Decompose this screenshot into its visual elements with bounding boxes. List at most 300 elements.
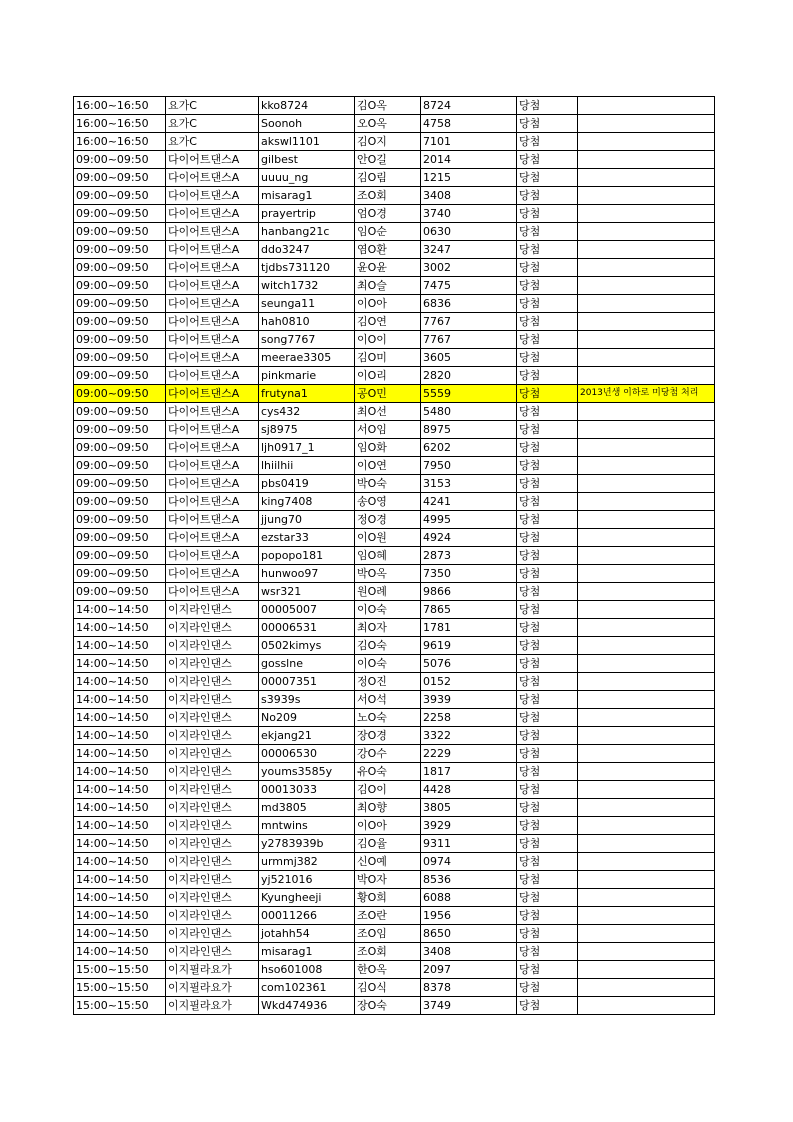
user-id-cell: 00011266	[259, 907, 355, 925]
table-row	[74, 619, 715, 637]
result-cell: 당첨	[517, 763, 578, 781]
member-name-cell: 김O식	[355, 979, 421, 997]
phone-last4-cell: 4758	[421, 115, 517, 133]
class-name-cell: 이지라인댄스	[166, 727, 259, 745]
class-name-cell: 다이어트댄스A	[166, 475, 259, 493]
table-row-highlighted	[74, 385, 715, 403]
user-id-cell: s3939s	[259, 691, 355, 709]
result-cell: 당첨	[517, 673, 578, 691]
class-name-cell: 다이어트댄스A	[166, 529, 259, 547]
winners-table-body	[74, 97, 715, 1015]
note-cell	[578, 223, 715, 241]
phone-last4-cell: 8724	[421, 97, 517, 115]
user-id-cell: gilbest	[259, 151, 355, 169]
time-slot-cell: 14:00~14:50	[74, 781, 166, 799]
user-id-cell: kko8724	[259, 97, 355, 115]
result-cell: 당첨	[517, 691, 578, 709]
table-row	[74, 817, 715, 835]
result-cell: 당첨	[517, 511, 578, 529]
result-cell: 당첨	[517, 295, 578, 313]
phone-last4-cell: 3153	[421, 475, 517, 493]
class-name-cell: 다이어트댄스A	[166, 205, 259, 223]
class-name-cell: 요가C	[166, 115, 259, 133]
phone-last4-cell: 8536	[421, 871, 517, 889]
member-name-cell: 안O길	[355, 151, 421, 169]
phone-last4-cell: 3605	[421, 349, 517, 367]
user-id-cell: hunwoo97	[259, 565, 355, 583]
user-id-cell: 00006530	[259, 745, 355, 763]
class-name-cell: 이지라인댄스	[166, 817, 259, 835]
class-name-cell: 다이어트댄스A	[166, 259, 259, 277]
user-id-cell: sj8975	[259, 421, 355, 439]
user-id-cell: 00006531	[259, 619, 355, 637]
time-slot-cell: 16:00~16:50	[74, 115, 166, 133]
phone-last4-cell: 0630	[421, 223, 517, 241]
user-id-cell: frutyna1	[259, 385, 355, 403]
note-cell	[578, 97, 715, 115]
note-cell	[578, 457, 715, 475]
class-name-cell: 다이어트댄스A	[166, 583, 259, 601]
phone-last4-cell: 4241	[421, 493, 517, 511]
table-row	[74, 835, 715, 853]
class-name-cell: 이지라인댄스	[166, 763, 259, 781]
table-row	[74, 169, 715, 187]
table-row	[74, 331, 715, 349]
member-name-cell: 김O이	[355, 781, 421, 799]
note-cell	[578, 511, 715, 529]
user-id-cell: youms3585y	[259, 763, 355, 781]
user-id-cell: 00013033	[259, 781, 355, 799]
class-name-cell: 이지라인댄스	[166, 655, 259, 673]
class-name-cell: 다이어트댄스A	[166, 439, 259, 457]
winners-table	[73, 96, 715, 1015]
table-row	[74, 763, 715, 781]
table-row	[74, 727, 715, 745]
table-row	[74, 889, 715, 907]
phone-last4-cell: 0974	[421, 853, 517, 871]
table-row	[74, 349, 715, 367]
result-cell: 당첨	[517, 781, 578, 799]
member-name-cell: 원O례	[355, 583, 421, 601]
member-name-cell: 공O민	[355, 385, 421, 403]
user-id-cell: lhiilhii	[259, 457, 355, 475]
phone-last4-cell: 3929	[421, 817, 517, 835]
user-id-cell: jotahh54	[259, 925, 355, 943]
class-name-cell: 다이어트댄스A	[166, 151, 259, 169]
member-name-cell: 최O선	[355, 403, 421, 421]
table-row	[74, 907, 715, 925]
result-cell: 당첨	[517, 907, 578, 925]
result-cell: 당첨	[517, 997, 578, 1015]
member-name-cell: 최O향	[355, 799, 421, 817]
member-name-cell: 임O화	[355, 439, 421, 457]
table-row	[74, 457, 715, 475]
user-id-cell: meerae3305	[259, 349, 355, 367]
user-id-cell: 00007351	[259, 673, 355, 691]
time-slot-cell: 09:00~09:50	[74, 169, 166, 187]
result-cell: 당첨	[517, 943, 578, 961]
note-cell	[578, 259, 715, 277]
class-name-cell: 다이어트댄스A	[166, 295, 259, 313]
phone-last4-cell: 5076	[421, 655, 517, 673]
result-cell: 당첨	[517, 871, 578, 889]
note-cell	[578, 151, 715, 169]
phone-last4-cell: 6088	[421, 889, 517, 907]
class-name-cell: 이지라인댄스	[166, 691, 259, 709]
time-slot-cell: 09:00~09:50	[74, 277, 166, 295]
class-name-cell: 다이어트댄스A	[166, 385, 259, 403]
note-cell	[578, 979, 715, 997]
phone-last4-cell: 5480	[421, 403, 517, 421]
result-cell: 당첨	[517, 547, 578, 565]
table-row	[74, 187, 715, 205]
time-slot-cell: 14:00~14:50	[74, 799, 166, 817]
phone-last4-cell: 0152	[421, 673, 517, 691]
note-cell	[578, 943, 715, 961]
note-cell	[578, 799, 715, 817]
class-name-cell: 이지라인댄스	[166, 853, 259, 871]
table-row	[74, 475, 715, 493]
result-cell: 당첨	[517, 133, 578, 151]
user-id-cell: cys432	[259, 403, 355, 421]
phone-last4-cell: 2014	[421, 151, 517, 169]
table-row	[74, 421, 715, 439]
user-id-cell: Kyungheeji	[259, 889, 355, 907]
note-cell	[578, 367, 715, 385]
member-name-cell: 조O란	[355, 907, 421, 925]
table-row	[74, 961, 715, 979]
user-id-cell: akswl1101	[259, 133, 355, 151]
result-cell: 당첨	[517, 331, 578, 349]
table-row	[74, 871, 715, 889]
phone-last4-cell: 1817	[421, 763, 517, 781]
result-cell: 당첨	[517, 457, 578, 475]
member-name-cell: 신O예	[355, 853, 421, 871]
user-id-cell: tjdbs731120	[259, 259, 355, 277]
user-id-cell: ddo3247	[259, 241, 355, 259]
table-row	[74, 403, 715, 421]
table-row	[74, 313, 715, 331]
result-cell: 당첨	[517, 835, 578, 853]
time-slot-cell: 14:00~14:50	[74, 691, 166, 709]
member-name-cell: 오O옥	[355, 115, 421, 133]
note-cell	[578, 439, 715, 457]
time-slot-cell: 14:00~14:50	[74, 619, 166, 637]
note-cell	[578, 493, 715, 511]
note-cell	[578, 313, 715, 331]
class-name-cell: 다이어트댄스A	[166, 547, 259, 565]
note-cell	[578, 619, 715, 637]
class-name-cell: 다이어트댄스A	[166, 367, 259, 385]
member-name-cell: 김O림	[355, 169, 421, 187]
phone-last4-cell: 3247	[421, 241, 517, 259]
note-cell	[578, 277, 715, 295]
note-cell	[578, 475, 715, 493]
note-cell	[578, 925, 715, 943]
member-name-cell: 이O이	[355, 331, 421, 349]
time-slot-cell: 14:00~14:50	[74, 889, 166, 907]
table-row	[74, 97, 715, 115]
time-slot-cell: 14:00~14:50	[74, 637, 166, 655]
user-id-cell: pinkmarie	[259, 367, 355, 385]
class-name-cell: 이지라인댄스	[166, 673, 259, 691]
class-name-cell: 다이어트댄스A	[166, 187, 259, 205]
result-cell: 당첨	[517, 313, 578, 331]
table-row	[74, 223, 715, 241]
result-cell: 당첨	[517, 151, 578, 169]
table-row	[74, 673, 715, 691]
time-slot-cell: 14:00~14:50	[74, 727, 166, 745]
member-name-cell: 윤O윤	[355, 259, 421, 277]
user-id-cell: Soonoh	[259, 115, 355, 133]
table-row	[74, 583, 715, 601]
class-name-cell: 이지라인댄스	[166, 889, 259, 907]
note-cell	[578, 709, 715, 727]
member-name-cell: 이O원	[355, 529, 421, 547]
note-cell	[578, 583, 715, 601]
time-slot-cell: 14:00~14:50	[74, 745, 166, 763]
note-cell	[578, 853, 715, 871]
class-name-cell: 이지라인댄스	[166, 601, 259, 619]
user-id-cell: Wkd474936	[259, 997, 355, 1015]
phone-last4-cell: 2873	[421, 547, 517, 565]
time-slot-cell: 09:00~09:50	[74, 241, 166, 259]
member-name-cell: 최O자	[355, 619, 421, 637]
time-slot-cell: 15:00~15:50	[74, 997, 166, 1015]
note-cell	[578, 169, 715, 187]
member-name-cell: 이O연	[355, 457, 421, 475]
class-name-cell: 이지라인댄스	[166, 709, 259, 727]
result-cell: 당첨	[517, 205, 578, 223]
time-slot-cell: 09:00~09:50	[74, 349, 166, 367]
user-id-cell: hso601008	[259, 961, 355, 979]
member-name-cell: 염O환	[355, 241, 421, 259]
user-id-cell: No209	[259, 709, 355, 727]
time-slot-cell: 09:00~09:50	[74, 439, 166, 457]
table-row	[74, 511, 715, 529]
class-name-cell: 이지라인댄스	[166, 799, 259, 817]
time-slot-cell: 14:00~14:50	[74, 655, 166, 673]
time-slot-cell: 09:00~09:50	[74, 457, 166, 475]
member-name-cell: 장O숙	[355, 997, 421, 1015]
time-slot-cell: 09:00~09:50	[74, 205, 166, 223]
result-cell: 당첨	[517, 259, 578, 277]
phone-last4-cell: 7475	[421, 277, 517, 295]
result-cell: 당첨	[517, 583, 578, 601]
table-row	[74, 151, 715, 169]
phone-last4-cell: 1781	[421, 619, 517, 637]
class-name-cell: 이지필라요가	[166, 979, 259, 997]
class-name-cell: 이지필라요가	[166, 961, 259, 979]
result-cell: 당첨	[517, 115, 578, 133]
member-name-cell: 김O연	[355, 313, 421, 331]
phone-last4-cell: 8975	[421, 421, 517, 439]
table-row	[74, 205, 715, 223]
table-row	[74, 925, 715, 943]
member-name-cell: 이O아	[355, 817, 421, 835]
time-slot-cell: 09:00~09:50	[74, 313, 166, 331]
class-name-cell: 다이어트댄스A	[166, 313, 259, 331]
phone-last4-cell: 4428	[421, 781, 517, 799]
phone-last4-cell: 2258	[421, 709, 517, 727]
phone-last4-cell: 6836	[421, 295, 517, 313]
table-row	[74, 979, 715, 997]
member-name-cell: 서O석	[355, 691, 421, 709]
member-name-cell: 한O옥	[355, 961, 421, 979]
phone-last4-cell: 3408	[421, 187, 517, 205]
table-row	[74, 943, 715, 961]
member-name-cell: 정O경	[355, 511, 421, 529]
phone-last4-cell: 5559	[421, 385, 517, 403]
member-name-cell: 김O지	[355, 133, 421, 151]
member-name-cell: 김O옥	[355, 97, 421, 115]
time-slot-cell: 14:00~14:50	[74, 835, 166, 853]
time-slot-cell: 15:00~15:50	[74, 979, 166, 997]
user-id-cell: 00005007	[259, 601, 355, 619]
note-cell	[578, 115, 715, 133]
result-cell: 당첨	[517, 727, 578, 745]
time-slot-cell: 14:00~14:50	[74, 601, 166, 619]
member-name-cell: 조O회	[355, 187, 421, 205]
user-id-cell: wsr321	[259, 583, 355, 601]
member-name-cell: 조O임	[355, 925, 421, 943]
phone-last4-cell: 9619	[421, 637, 517, 655]
user-id-cell: mntwins	[259, 817, 355, 835]
note-cell	[578, 349, 715, 367]
result-cell: 당첨	[517, 241, 578, 259]
table-row	[74, 529, 715, 547]
member-name-cell: 박O자	[355, 871, 421, 889]
phone-last4-cell: 9866	[421, 583, 517, 601]
phone-last4-cell: 8650	[421, 925, 517, 943]
user-id-cell: hah0810	[259, 313, 355, 331]
note-cell	[578, 205, 715, 223]
phone-last4-cell: 7767	[421, 331, 517, 349]
user-id-cell: witch1732	[259, 277, 355, 295]
class-name-cell: 다이어트댄스A	[166, 457, 259, 475]
user-id-cell: misarag1	[259, 943, 355, 961]
time-slot-cell: 09:00~09:50	[74, 331, 166, 349]
user-id-cell: uuuu_ng	[259, 169, 355, 187]
result-cell: 당첨	[517, 925, 578, 943]
table-row	[74, 853, 715, 871]
time-slot-cell: 14:00~14:50	[74, 907, 166, 925]
result-cell: 당첨	[517, 97, 578, 115]
class-name-cell: 다이어트댄스A	[166, 349, 259, 367]
table-row	[74, 565, 715, 583]
time-slot-cell: 14:00~14:50	[74, 709, 166, 727]
table-row	[74, 745, 715, 763]
result-cell: 당첨	[517, 889, 578, 907]
time-slot-cell: 09:00~09:50	[74, 493, 166, 511]
note-cell	[578, 817, 715, 835]
member-name-cell: 송O영	[355, 493, 421, 511]
note-cell	[578, 529, 715, 547]
note-cell	[578, 295, 715, 313]
time-slot-cell: 16:00~16:50	[74, 133, 166, 151]
table-row	[74, 781, 715, 799]
time-slot-cell: 14:00~14:50	[74, 853, 166, 871]
user-id-cell: hanbang21c	[259, 223, 355, 241]
phone-last4-cell: 3740	[421, 205, 517, 223]
time-slot-cell: 09:00~09:50	[74, 475, 166, 493]
note-cell	[578, 835, 715, 853]
phone-last4-cell: 7101	[421, 133, 517, 151]
result-cell: 당첨	[517, 403, 578, 421]
class-name-cell: 다이어트댄스A	[166, 565, 259, 583]
class-name-cell: 이지라인댄스	[166, 781, 259, 799]
phone-last4-cell: 3805	[421, 799, 517, 817]
note-cell	[578, 691, 715, 709]
class-name-cell: 이지라인댄스	[166, 907, 259, 925]
member-name-cell: 노O숙	[355, 709, 421, 727]
phone-last4-cell: 6202	[421, 439, 517, 457]
time-slot-cell: 09:00~09:50	[74, 259, 166, 277]
class-name-cell: 다이어트댄스A	[166, 241, 259, 259]
phone-last4-cell: 3002	[421, 259, 517, 277]
table-row	[74, 547, 715, 565]
note-cell	[578, 745, 715, 763]
member-name-cell: 김O미	[355, 349, 421, 367]
note-cell	[578, 727, 715, 745]
user-id-cell: prayertrip	[259, 205, 355, 223]
note-cell	[578, 907, 715, 925]
class-name-cell: 이지라인댄스	[166, 835, 259, 853]
time-slot-cell: 09:00~09:50	[74, 511, 166, 529]
phone-last4-cell: 9311	[421, 835, 517, 853]
result-cell: 당첨	[517, 961, 578, 979]
member-name-cell: 황O희	[355, 889, 421, 907]
user-id-cell: urmmj382	[259, 853, 355, 871]
note-cell	[578, 889, 715, 907]
note-cell	[578, 547, 715, 565]
result-cell: 당첨	[517, 187, 578, 205]
result-cell: 당첨	[517, 367, 578, 385]
user-id-cell: ezstar33	[259, 529, 355, 547]
phone-last4-cell: 3408	[421, 943, 517, 961]
time-slot-cell: 09:00~09:50	[74, 367, 166, 385]
class-name-cell: 이지라인댄스	[166, 637, 259, 655]
member-name-cell: 임O순	[355, 223, 421, 241]
class-name-cell: 다이어트댄스A	[166, 493, 259, 511]
class-name-cell: 다이어트댄스A	[166, 421, 259, 439]
note-cell	[578, 763, 715, 781]
time-slot-cell: 09:00~09:50	[74, 547, 166, 565]
note-cell	[578, 961, 715, 979]
time-slot-cell: 09:00~09:50	[74, 403, 166, 421]
user-id-cell: song7767	[259, 331, 355, 349]
time-slot-cell: 09:00~09:50	[74, 151, 166, 169]
user-id-cell: com102361	[259, 979, 355, 997]
user-id-cell: misarag1	[259, 187, 355, 205]
note-cell	[578, 997, 715, 1015]
class-name-cell: 다이어트댄스A	[166, 331, 259, 349]
result-cell: 당첨	[517, 475, 578, 493]
phone-last4-cell: 7865	[421, 601, 517, 619]
class-name-cell: 이지라인댄스	[166, 619, 259, 637]
table-row	[74, 295, 715, 313]
table-row	[74, 493, 715, 511]
result-cell: 당첨	[517, 979, 578, 997]
time-slot-cell: 09:00~09:50	[74, 421, 166, 439]
table-row	[74, 997, 715, 1015]
phone-last4-cell: 7767	[421, 313, 517, 331]
time-slot-cell: 09:00~09:50	[74, 583, 166, 601]
result-cell: 당첨	[517, 223, 578, 241]
member-name-cell: 김O율	[355, 835, 421, 853]
user-id-cell: jjung70	[259, 511, 355, 529]
result-cell: 당첨	[517, 565, 578, 583]
